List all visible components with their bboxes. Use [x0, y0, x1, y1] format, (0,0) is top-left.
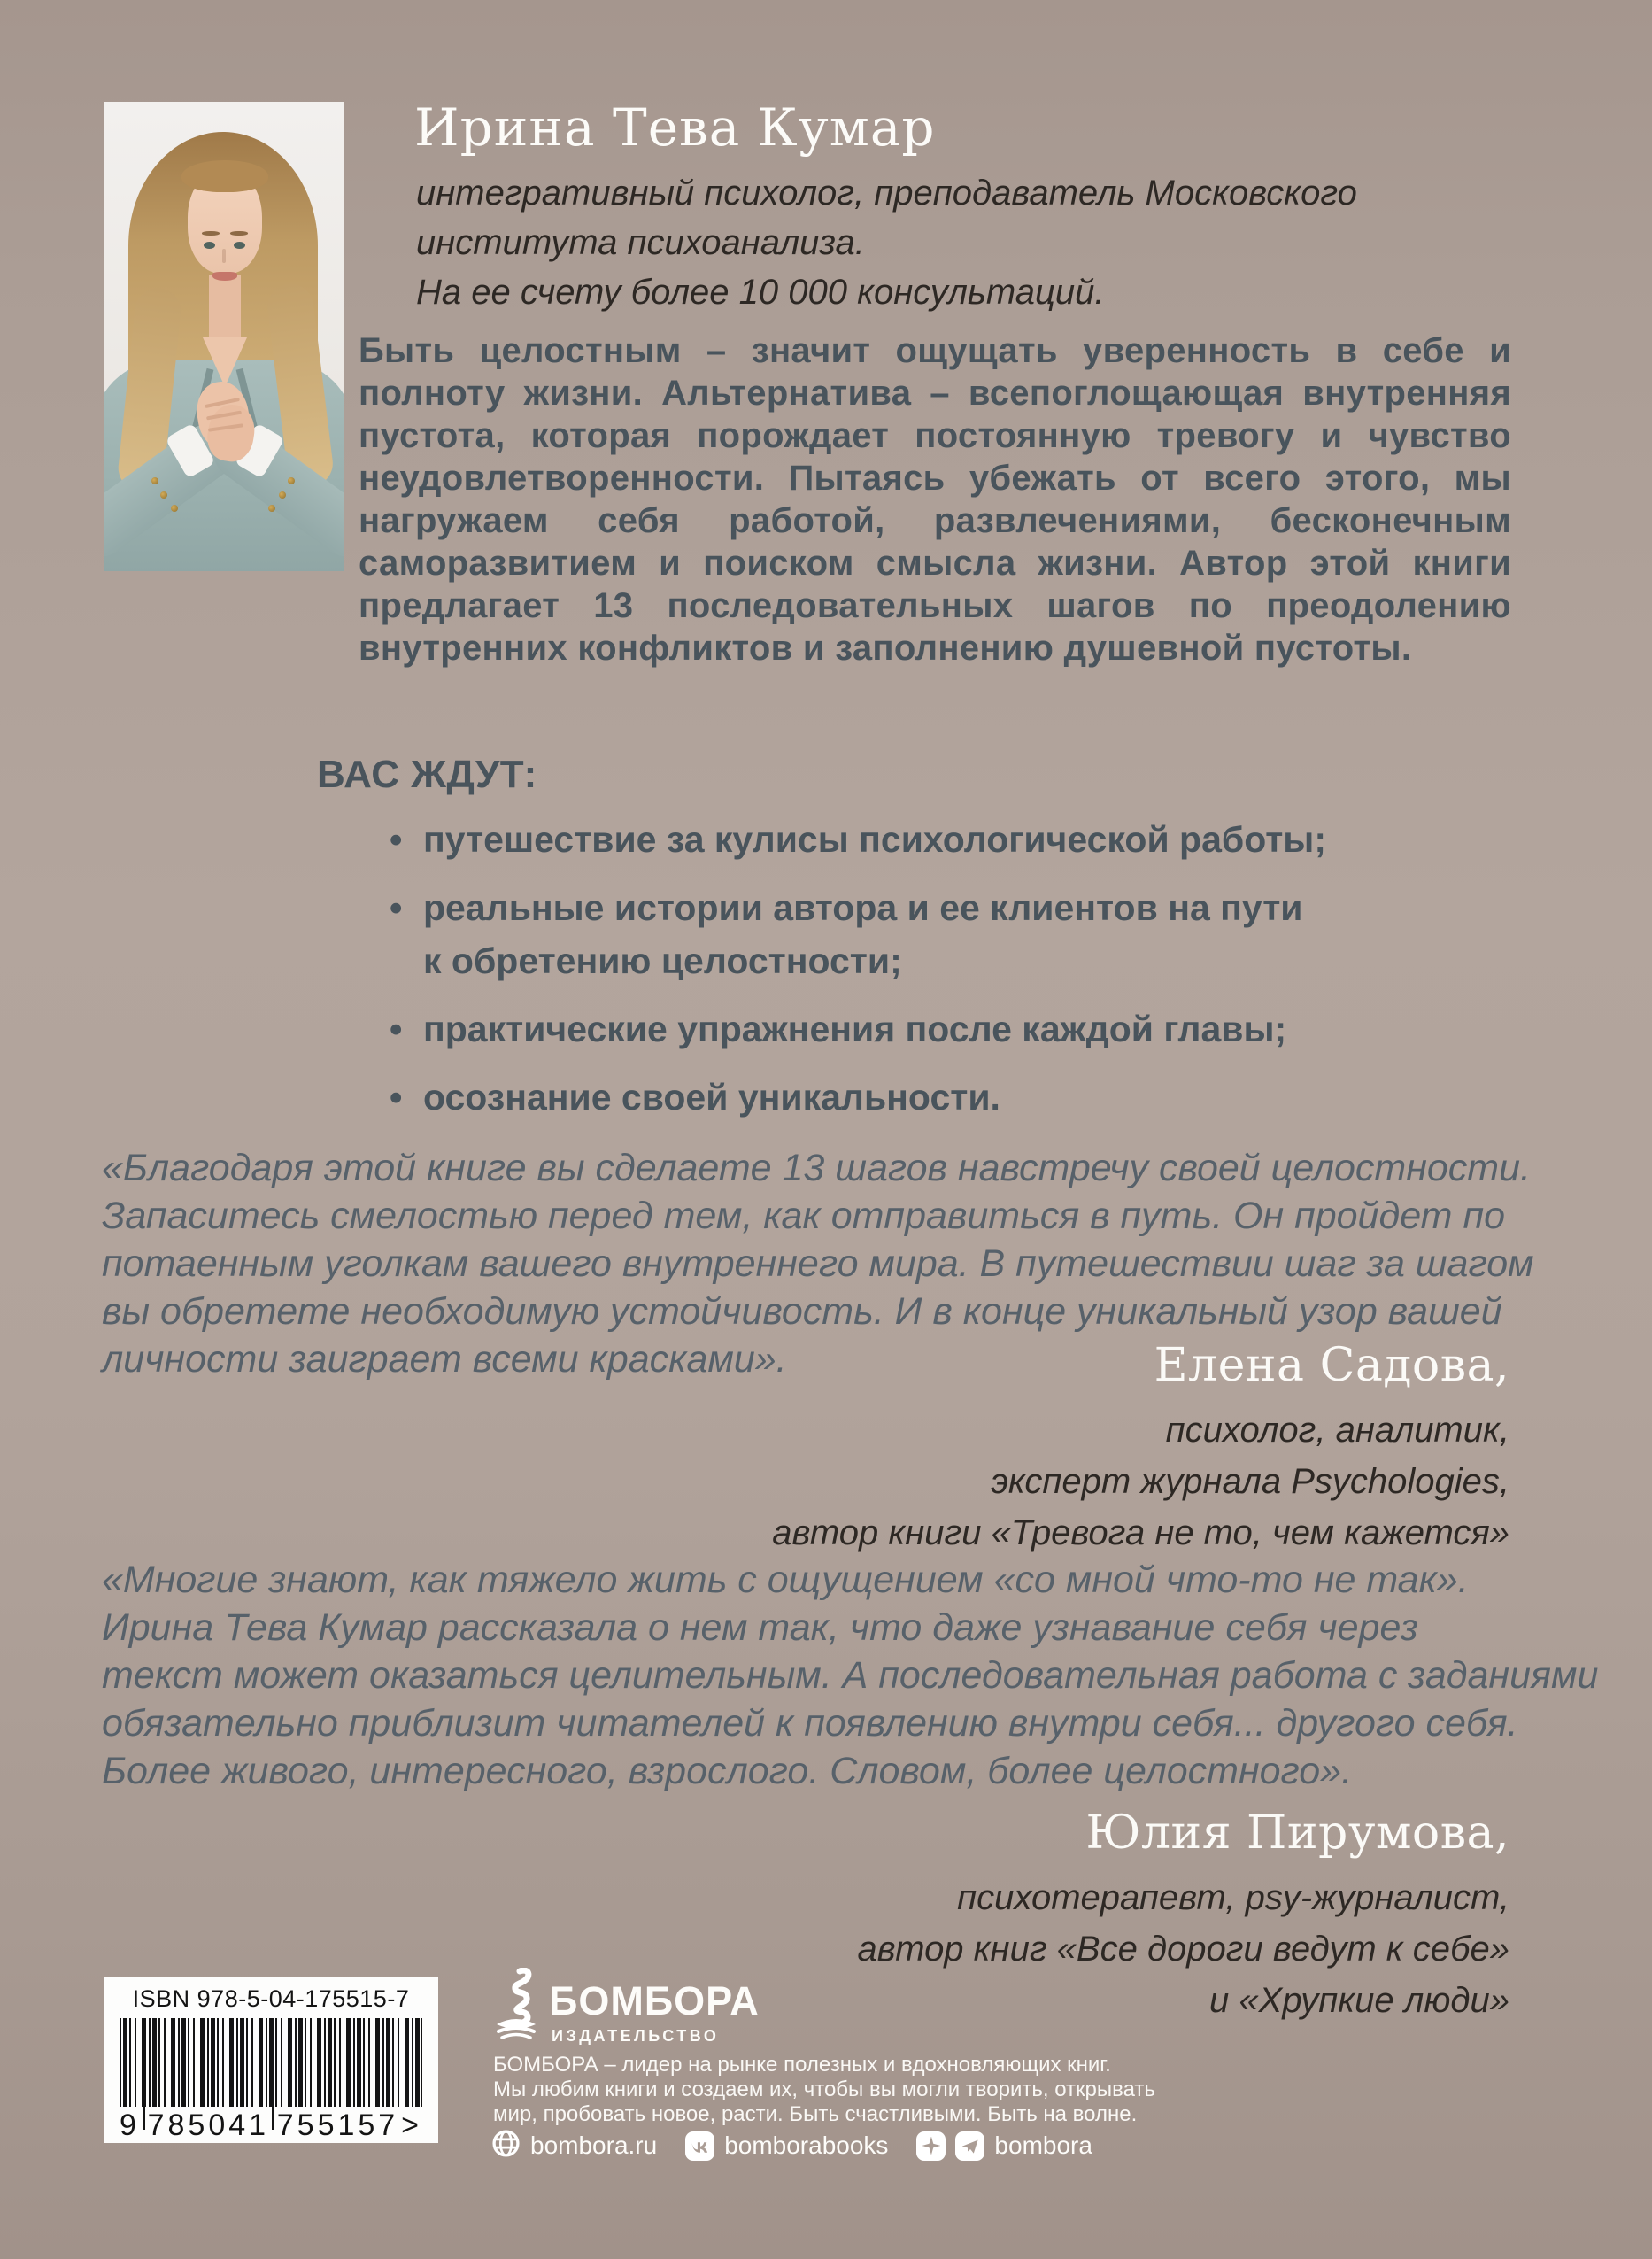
bullet-icon: • [390, 1077, 403, 1118]
reviewer-name: Елена Садова, [1154, 1339, 1509, 1392]
isbn-label: ISBN 978-5-04-175515-7 [132, 1985, 410, 2012]
globe-icon [491, 2129, 521, 2162]
bullet-icon: • [390, 819, 403, 860]
barcode-guard [143, 2107, 145, 2130]
quote-1: «Благодаря этой книге вы сделаете 13 шагов навстречу своей целостности. Запаситесь смелостью перед тем, как отправиться в путь. Он пройдет по потаенным уголкам вашего внутреннего мира. В путешествии шаг за шагом вы обретете необходимую устойчивость. И в конце уникальный узор вашей личности заиграет всеми красками». [102, 1147, 1534, 1381]
barcode-guard [272, 2107, 274, 2130]
features-list [390, 813, 1523, 1139]
bio-line: На ее счету более 10 000 консультаций. [416, 273, 1105, 312]
bio-line: интегративный психолог, преподаватель Московского [416, 174, 1357, 213]
list-item: • осознание своей уникальности. [390, 1071, 1523, 1124]
barcode-digits: 9 785041 755157 > [120, 2108, 422, 2142]
list-item: • реальные истории автора и ее клиентов на пути к обретению целостности; [390, 881, 1523, 987]
list-item: • путешествие за кулисы психологической работы; [390, 813, 1523, 866]
reviewer-roles: психотерапевт, psy-журналист, автор книг «Все дороги ведут к себе» и «Хрупкие люди» [857, 1878, 1509, 2020]
list-item: • практические упражнения после каждой главы; [390, 1002, 1523, 1056]
author-bio [416, 168, 1357, 317]
vk-icon [685, 2131, 714, 2161]
bullet-icon: • [390, 887, 403, 928]
zen-icon [916, 2131, 946, 2161]
social-label: bombora.ru [530, 2131, 658, 2159]
isbn-box [104, 1977, 438, 2143]
bullet-icon: • [390, 1009, 403, 1049]
annotation-text: Быть целостным – значит ощущать уверенность в себе и полноту жизни. Альтернатива – всепоглощающая внутренняя пустота, которая порождает постоянную тревогу и чувство неудовлетворенности. Пытаясь убежать от всего этого, мы нагружаем себя работой, развлечениями, бесконечным саморазвитием и поиском смысла жизни. Автор этой книги предлагает 13 последовательных шагов по преодолению внутренних конфликтов и заполнению душевной пустоты. [359, 331, 1511, 668]
quote-2: «Многие знают, как тяжело жить с ощущением «со мной что-то не так». Ирина Тева Кумар рассказала о нем так, что даже узнавание себя через текст может оказаться целительным. А последовательная работа с заданиями обязательно приблизит читателей к появлению внутри себя... другого себя. Более живого, интересного, взрослого. Словом, более целостного». [102, 1559, 1599, 1792]
social-website [491, 2129, 657, 2162]
social-bombora [916, 2131, 1092, 2161]
social-links [491, 2129, 1092, 2162]
features-heading: ВАС ЖДУТ: [317, 753, 537, 796]
telegram-icon [955, 2131, 984, 2161]
bio-line: института психоанализа. [416, 223, 865, 262]
reviewer-roles: психолог, аналитик, эксперт журнала Psychologies, автор книги «Тревога не то, чем кажется» [772, 1411, 1509, 1552]
quote-1-attribution [772, 1339, 1509, 1559]
publisher-description: БОМБОРА – лидер на рынке полезных и вдохновляющих книг. Мы любим книги и создаем их, чтобы вы могли творить, открывать мир, пробовать новое, расти. Быть счастливыми. Быть на волне. [493, 2053, 1155, 2126]
publisher-subtitle: ИЗДАТЕЛЬСТВО [552, 2027, 720, 2045]
publisher-name: БОМБОРА [549, 1978, 760, 2023]
bombora-logo-icon [492, 1968, 540, 2045]
author-photo [104, 102, 344, 571]
quote-2-attribution [858, 1806, 1509, 2026]
author-name: Ирина Тева Кумар [414, 97, 936, 158]
social-label: bombora [994, 2131, 1092, 2159]
social-label: bomborabooks [724, 2131, 889, 2159]
social-vk [685, 2131, 888, 2161]
ean13-barcode [120, 2018, 422, 2107]
reviewer-name: Юлия Пирумова, [1085, 1806, 1509, 1860]
